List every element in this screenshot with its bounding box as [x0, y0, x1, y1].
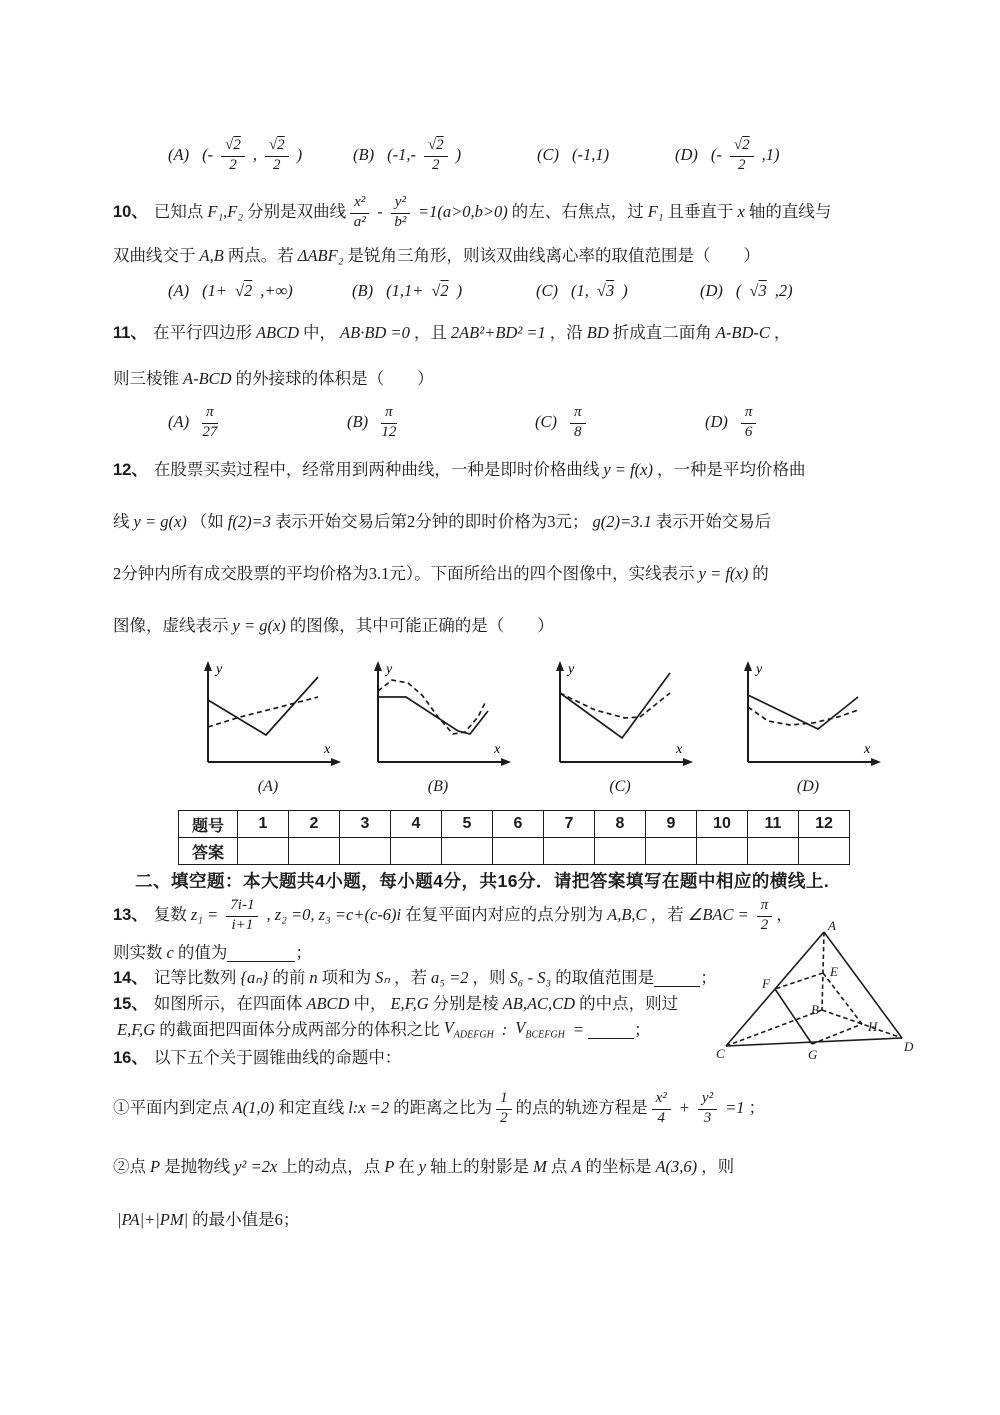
svg-text:y: y — [216, 662, 223, 677]
q10-line-2: 双曲线交于 A,B 两点。若 ΔABF₂ 是锐角三角形，则该双曲线离心率的取值范围是（ ） — [113, 245, 760, 265]
svg-text:x: x — [324, 742, 331, 757]
tetrahedron-figure — [712, 918, 917, 1073]
question-number: 12、 — [113, 460, 148, 479]
answer-cell — [391, 838, 442, 865]
q12-graph-a — [188, 655, 348, 805]
fraction: $\frac{\pi}{6}$ — [741, 404, 757, 441]
fraction: $\frac{\text{y²}}{\text{b²}}$ — [391, 194, 410, 231]
option-label: (A) — [168, 280, 190, 300]
q13-line-1: 13、 复数 z₁ = $\frac{7i-1}{i+1}$ , z₂ =0, z₃ =c+(c-6)i 在复平面内对应的点分别为 A,B,C ，若 ∠BAC = $\frac{\pi}{2}$ ， — [113, 896, 793, 933]
sqrt-expression: √2 — [234, 280, 253, 300]
answer-cell — [595, 838, 646, 865]
q9-option-b: (B) (-1,- $\frac{√2}{2}$ ) — [353, 136, 462, 173]
question-number-cell: 3 — [340, 811, 391, 838]
fraction: $\frac{1}{2}$ — [496, 1090, 512, 1127]
option-label: (C) — [535, 411, 557, 431]
answer-cell — [340, 838, 391, 865]
graph-caption: (B) — [427, 778, 449, 795]
q10-option-c: (C) (1, √3 ) — [536, 280, 628, 300]
q11-line-2: 则三棱锥 A-BCD 的外接球的体积是（ ） — [113, 368, 434, 388]
option-label: (A) — [168, 411, 190, 431]
sqrt-expression: √3 — [596, 280, 615, 300]
fraction: $\frac{√2}{2}$ — [730, 137, 754, 174]
vertex-label-F: F — [762, 976, 770, 991]
fraction: $\frac{√2}{2}$ — [265, 137, 289, 174]
answer-cell — [697, 838, 748, 865]
q15-line-1: 15、 如图所示，在四面体 ABCD 中， E,F,G 分别是棱 AB,AC,CD 的中点，则过 — [113, 993, 679, 1013]
q12-line-2: 线 y = g(x) （如 f(2)=3 表示开始交易后第2分钟的即时价格为3元； g(2)=3.1 表示开始交易后 — [113, 511, 772, 531]
option-label: (D) — [675, 144, 698, 164]
question-number-cell: 2 — [289, 811, 340, 838]
svg-text:y: y — [568, 662, 575, 677]
q9-option-d: (D) (- $\frac{√2}{2}$ ,1) — [675, 136, 780, 173]
fraction: $\frac{\pi}{2}$ — [757, 897, 773, 934]
table-answer-label: 答案 — [179, 838, 238, 865]
q11-option-a — [168, 398, 222, 446]
table-header-label: 题号 — [179, 811, 238, 838]
svg-text:y: y — [756, 662, 763, 677]
answer-table — [178, 810, 850, 865]
q11-option-c — [535, 398, 590, 446]
q10-option-b: (B) (1,1+ √2 ) — [352, 280, 463, 300]
graph-caption: (D) — [796, 778, 820, 795]
answer-cell — [493, 838, 544, 865]
question-number-cell: 10 — [697, 811, 748, 838]
q10-option-a: (A) (1+ √2 ,+∞) — [168, 280, 293, 300]
option-label: (D) — [700, 280, 723, 300]
fraction: $\frac{√2}{2}$ — [221, 137, 245, 174]
answer-cell — [442, 838, 493, 865]
question-number: 13、 — [113, 905, 148, 924]
question-number-cell: 8 — [595, 811, 646, 838]
fraction: $\frac{\text{x²}}{4}$ — [652, 1090, 671, 1127]
fraction: $\frac{√2}{2}$ — [424, 137, 448, 174]
q10-option-d: (D) ( √3 ,2) — [700, 280, 793, 300]
q16-item-1: ①平面内到定点 A(1,0) 和定直线 l:x =2 的距离之比为 $\frac{1}{2}$ 的点的轨迹方程是 $\frac{\text{x²}}{4}$ + $\frac{\text{y²}}{3}$ =1 ； — [113, 1089, 765, 1126]
vertex-label-H: H — [868, 1019, 878, 1034]
question-number-cell: 11 — [748, 811, 799, 838]
graph-caption: (C) — [609, 778, 631, 795]
svg-text:x: x — [676, 742, 683, 757]
fraction: $\frac{\text{y²}}{3}$ — [698, 1090, 717, 1127]
fraction: $\frac{\text{x²}}{\text{a²}}$ — [350, 194, 369, 231]
svg-text:x: x — [864, 742, 871, 757]
q12-graph-c — [540, 655, 700, 805]
answer-blank — [654, 969, 700, 987]
option-label: (D) — [705, 411, 728, 431]
q14-line: 14、 记等比数列 {aₙ} 的前 n 项和为 Sₙ ，若 a₅ =2 ，则 S₆ - S₃ 的取值范围是 ； — [113, 967, 717, 987]
sqrt-expression: √2 — [431, 280, 449, 300]
option-label: (B) — [353, 144, 375, 164]
q11-option-d — [705, 398, 760, 446]
q12-graph-d — [728, 655, 888, 805]
q10-line-1: 10、 已知点 F₁,F₂ 分别是双曲线 $\frac{\text{x²}}{\text{a²}}$ - $\frac{\text{y²}}{\text{b²}}$ =1(a>0,b>0) 的左、右焦点，过 F₁ 且垂直于 x 轴的直线与 — [113, 193, 832, 230]
question-number-cell: 5 — [442, 811, 493, 838]
fraction: $\frac{\pi}{27}$ — [202, 403, 218, 440]
q9-option-c: (C) (-1,1) — [537, 144, 610, 164]
sqrt-expression: √3 — [749, 280, 767, 300]
answer-cell — [799, 838, 850, 865]
answer-cell — [646, 838, 697, 865]
option-label: (A) — [168, 144, 190, 164]
answer-cell — [544, 838, 595, 865]
svg-text:x: x — [494, 742, 501, 757]
answer-cell — [748, 838, 799, 865]
svg-text:y: y — [386, 662, 393, 677]
q9-option-a: (A) (- $\frac{√2}{2}$ , $\frac{√2}{2}$ ) — [168, 136, 303, 173]
q13-line-2: 则实数 c 的值为 ； — [113, 942, 312, 962]
vertex-label-G: G — [808, 1047, 818, 1062]
vertex-label-B: B — [811, 1002, 819, 1017]
q11-line-1: 11、 在平行四边形 ABCD 中， AB·BD =0 ，且 2AB²+BD² =1 ，沿 BD 折成直二面角 A-BD-C ， — [113, 322, 791, 342]
question-number-cell: 9 — [646, 811, 697, 838]
answer-blank — [227, 944, 295, 962]
answer-cell — [289, 838, 340, 865]
q12-line-1: 12、 在股票买卖过程中，经常用到两种曲线，一种是即时价格曲线 y = f(x) ，一种是平均价格曲 — [113, 459, 806, 479]
fraction: $\frac{\pi}{12}$ — [381, 403, 397, 440]
vertex-label-C: C — [716, 1046, 725, 1061]
q16-item-2-line-1: ②点 P 是抛物线 y² =2x 上的动点，点 P 在 y 轴上的射影是 M 点 A 的坐标是 A(3,6) ，则 — [113, 1156, 735, 1176]
question-number: 15、 — [113, 994, 148, 1013]
q12-line-4: 图像，虚线表示 y = g(x) 的图像，其中可能正确的是（ ） — [113, 615, 554, 635]
q16-item-2-line-2: |PA|+|PM| 的最小值是6； — [117, 1209, 300, 1229]
q16-line: 16、 以下五个关于圆锥曲线的命题中： — [113, 1047, 402, 1067]
option-label: (B) — [352, 280, 374, 300]
answer-cell — [238, 838, 289, 865]
question-number-cell: 7 — [544, 811, 595, 838]
q11-option-b — [347, 398, 401, 446]
fraction: $\frac{7i-1}{i+1}$ — [226, 897, 258, 934]
answer-blank — [588, 1021, 634, 1039]
question-number: 14、 — [113, 968, 148, 987]
vertex-label-A: A — [828, 918, 836, 933]
section-2-header: 二、填空题：本大题共4小题，每小题4分，共16分．请把答案填写在题中相应的横线上. — [135, 871, 830, 891]
q12-graph-b — [358, 655, 518, 805]
option-label: (C) — [537, 144, 559, 164]
question-number-cell: 1 — [238, 811, 289, 838]
fraction: $\frac{\pi}{8}$ — [570, 404, 586, 441]
q15-line-2: E,F,G 的截面把四面体分成两部分的体积之比 $V_{ADEFGH}$ : $V_{BCEFGH}$ = ； — [117, 1018, 651, 1041]
vertex-label-D: D — [904, 1039, 914, 1054]
question-number: 10、 — [113, 202, 148, 221]
vertex-label-E: E — [830, 964, 838, 979]
question-number: 16、 — [113, 1048, 148, 1067]
question-number-cell: 6 — [493, 811, 544, 838]
option-label: (B) — [347, 411, 369, 431]
question-number-cell: 12 — [799, 811, 850, 838]
question-number-cell: 4 — [391, 811, 442, 838]
q12-line-3: 2分钟内所有成交股票的平均价格为3.1元）。下面所给出的四个图像中，实线表示 y = f(x) 的 — [113, 563, 769, 583]
question-number: 11、 — [113, 323, 147, 342]
option-label: (C) — [536, 280, 558, 300]
graph-caption: (A) — [257, 778, 279, 795]
